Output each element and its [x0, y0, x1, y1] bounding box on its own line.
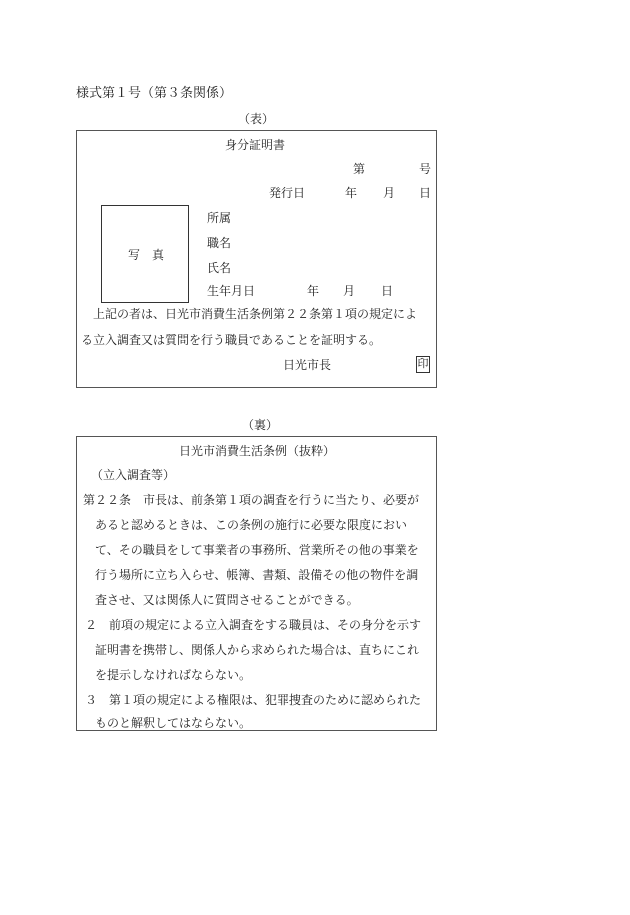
birthdate-label: 生年月日	[207, 284, 256, 298]
article-line: 行う場所に立ち入らせ、帳簿、書類、設備その他の物件を調	[95, 568, 419, 582]
form-label: 様式第１号（第３条関係）	[76, 86, 233, 101]
birth-day-label: 日	[381, 284, 394, 298]
back-heading: （裏）	[242, 418, 279, 432]
article-line: 査させ、又は関係人に質問させることができる。	[95, 593, 359, 607]
paragraph-2-line: を提示しなければならない。	[95, 668, 252, 682]
section-caption: （立入調査等）	[91, 468, 176, 482]
field-name: 氏名	[207, 261, 232, 275]
issuer-label: 日光市長	[283, 358, 332, 372]
article-line: 第２２条 市長は、前条第１項の調査を行うに当たり、必要が	[83, 493, 420, 507]
front-card	[76, 130, 437, 388]
front-heading: （表）	[238, 112, 275, 126]
issue-year-label: 年	[345, 186, 358, 200]
seal-box	[416, 356, 430, 373]
photo-label: 写 真	[128, 248, 165, 262]
field-position: 職名	[207, 236, 232, 250]
number-suffix: 号	[419, 162, 432, 176]
article-line: あると認めるときは、この条例の施行に必要な限度におい	[95, 518, 408, 532]
number-prefix: 第	[353, 162, 366, 176]
paragraph-2-line: ２ 前項の規定による立入調査をする職員は、その身分を示す	[85, 618, 422, 632]
article-line: て、その職員をして事業者の事務所、営業所その他の事業を	[95, 543, 419, 557]
back-card	[76, 436, 437, 731]
paragraph-3-line: ３ 第１項の規定による権限は、犯罪捜査のために認められた	[85, 693, 422, 707]
photo-box	[101, 205, 189, 303]
birth-year-label: 年	[307, 284, 320, 298]
paragraph-2-line: 証明書を携帯し、関係人から求められた場合は、直ちにこれ	[95, 643, 420, 657]
paragraph-3-line: ものと解釈してはならない。	[95, 716, 252, 730]
certification-line-2: る立入調査又は質問を行う職員であることを証明する。	[81, 333, 382, 347]
field-affiliation: 所属	[207, 211, 232, 225]
card-title: 身分証明書	[225, 138, 286, 152]
issue-month-label: 月	[383, 186, 396, 200]
birth-month-label: 月	[343, 284, 356, 298]
ordinance-title: 日光市消費生活条例（抜粋）	[179, 444, 336, 458]
issue-day-label: 日	[419, 186, 432, 200]
seal-text: 印	[417, 357, 429, 370]
certification-line-1: 上記の者は、日光市消費生活条例第２２条第１項の規定によ	[93, 307, 418, 321]
issue-date-label: 発行日	[269, 186, 306, 200]
